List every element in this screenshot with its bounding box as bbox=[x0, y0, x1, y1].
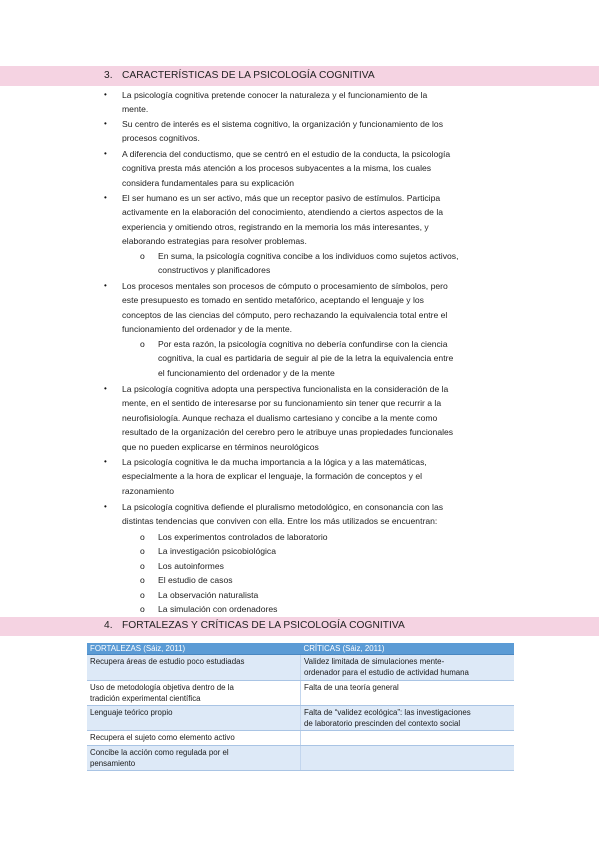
bullet-icon: • bbox=[104, 90, 107, 99]
bullet-text-line: resultado de la organización del cerebro pero le atribuye unas propiedades funcionales bbox=[122, 427, 454, 438]
bullet-text-line: especialmente a la hora de explicar el lenguaje, la formación de conceptos y el bbox=[122, 471, 423, 482]
bullet-text-line: activamente en la elaboración del conocimiento, atendiendo a ciertos aspectos de la bbox=[122, 207, 444, 218]
bullet-icon: • bbox=[104, 384, 107, 393]
table-row bbox=[87, 731, 514, 745]
bullet-text-line: La psicología cognitiva adopta una perspectiva funcionalista en la consideración de la bbox=[122, 384, 449, 394]
bullet-text-line: distintas tendencias que conviven con ella. Entre los más utilizados se encuentran: bbox=[122, 516, 438, 527]
sub-bullet-icon: o bbox=[140, 560, 145, 571]
bullet-text-line: procesos cognitivos. bbox=[122, 133, 200, 144]
bullet-text-line: experiencia y omitiendo otros, registrando en la memoria los más interesantes, y bbox=[122, 221, 429, 232]
section-4-title: FORTALEZAS Y CRÍTICAS DE LA PSICOLOGÍA COGNITIVA bbox=[122, 620, 405, 631]
bullet-text-line: que no pueden explicarse en términos neurológicos bbox=[122, 441, 319, 452]
bullet-icon: • bbox=[104, 502, 107, 511]
bullet-text-line: mente. bbox=[122, 104, 149, 115]
strength-cell: Uso de metodología objetiva dentro de la tradición experimental científica bbox=[87, 680, 301, 705]
bullet-text-line: La psicología cognitiva pretende conocer la naturaleza y el funcionamiento de la bbox=[122, 90, 428, 100]
bullet-text-line: En suma, la psicología cognitiva concibe a los individuos como sujetos activos, bbox=[158, 251, 459, 261]
strength-cell: Recupera áreas de estudio poco estudiadas bbox=[87, 655, 301, 680]
bullet-icon: • bbox=[104, 149, 107, 158]
bullet-text-line: La psicología cognitiva le da mucha importancia a la lógica y a las matemáticas, bbox=[122, 457, 427, 467]
strength-cell: Recupera el sujeto como elemento activo bbox=[87, 731, 301, 745]
section-3-heading bbox=[104, 70, 375, 81]
strength-cell: Concibe la acción como regulada por el pensamiento bbox=[87, 745, 301, 770]
sub-bullet-icon: o bbox=[140, 575, 145, 586]
bullet-text-line: neurofisiología. Aunque rechaza el dualismo cartesiano y concibe a la mente como bbox=[122, 412, 438, 423]
bullet-text-line: conceptos de las ciencias del cómputo, pero rechazando la equivalencia total entre el bbox=[122, 309, 448, 320]
table-row bbox=[87, 680, 514, 705]
bullet-text-line: elaborando estrategias para resolver problemas. bbox=[122, 236, 307, 247]
bullet-text-line: razonamiento bbox=[122, 485, 175, 496]
criticism-cell bbox=[301, 745, 515, 770]
criticism-cell bbox=[301, 731, 515, 745]
table-header-row bbox=[87, 643, 514, 655]
section-3-number: 3. bbox=[104, 70, 113, 81]
bullet-icon: • bbox=[104, 193, 107, 202]
bullet-text-line: Los procesos mentales son procesos de cómputo o procesamiento de símbolos, pero bbox=[122, 281, 448, 291]
table-row bbox=[87, 745, 514, 770]
sub-bullet-icon: o bbox=[140, 604, 145, 614]
criticism-cell: Falta de una teoría general bbox=[301, 680, 515, 705]
bullet-text-line: este presupuesto es tomado en sentido metafórico, aceptando el lenguaje y los bbox=[122, 295, 424, 306]
bullet-text-line: cognitiva, la cual es partidaria de seguir al pie de la letra la equivalencia entre bbox=[158, 353, 454, 364]
bullet-text-line: A diferencia del conductismo, que se centró en el estudio de la conducta, la psicología bbox=[122, 149, 451, 159]
sub-bullet-icon: o bbox=[140, 251, 145, 261]
bullet-text-line: considera fundamentales para su explicación bbox=[122, 177, 294, 188]
bullet-text-line: funcionamiento del ordenador y de la mente. bbox=[122, 324, 293, 335]
section-4-number: 4. bbox=[104, 620, 113, 631]
sub-bullet-icon: o bbox=[140, 532, 145, 542]
method-item: Los experimentos controlados de laboratorio bbox=[158, 532, 328, 542]
method-item: La simulación con ordenadores bbox=[158, 604, 278, 614]
bullet-text-line: el funcionamiento del ordenador y de la mente bbox=[158, 367, 335, 378]
strength-cell: Lenguaje teórico propio bbox=[87, 706, 301, 731]
strengths-header: FORTALEZAS (Sáiz, 2011) bbox=[87, 643, 301, 655]
sub-bullet-icon: o bbox=[140, 546, 145, 557]
criticisms-header: CRÍTICAS (Sáiz, 2011) bbox=[301, 643, 515, 655]
method-item: El estudio de casos bbox=[158, 575, 233, 586]
method-item: La observación naturalista bbox=[158, 589, 259, 600]
strengths-criticisms-table bbox=[87, 643, 514, 771]
table-row bbox=[87, 706, 514, 731]
sub-bullet-icon: o bbox=[140, 589, 145, 600]
table-row bbox=[87, 655, 514, 680]
bullet-text-line: mente, en el sentido de interesarse por su funcionamiento sin tener que recurrir a la bbox=[122, 398, 442, 409]
sub-bullet-icon: o bbox=[140, 339, 145, 349]
section-4-heading bbox=[104, 620, 405, 631]
bullet-icon: • bbox=[104, 457, 107, 466]
bullet-icon: • bbox=[104, 119, 107, 128]
criticism-cell: Falta de “validez ecológica”: las investigaciones de laboratorio prescinden del contexto social bbox=[301, 706, 515, 731]
criticism-cell: Validez limitada de simulaciones mente- ordenador para el estudio de actividad humana bbox=[301, 655, 515, 680]
bullet-text-line: La psicología cognitiva defiende el pluralismo metodológico, en consonancia con las bbox=[122, 502, 444, 512]
bullet-text-line: cognitiva presta más atención a los procesos subyacentes a la misma, los cuales bbox=[122, 163, 432, 174]
bullet-text-line: constructivos y planificadores bbox=[158, 265, 271, 276]
method-item: La investigación psicobiológica bbox=[158, 546, 277, 557]
bullet-text-line: Por esta razón, la psicología cognitiva no debería confundirse con la ciencia bbox=[158, 339, 448, 349]
bullet-text-line: El ser humano es un ser activo, más que un receptor pasivo de estímulos. Participa bbox=[122, 193, 441, 203]
bullet-text-line: Su centro de interés es el sistema cognitivo, la organización y funcionamiento de los bbox=[122, 119, 444, 129]
method-item: Los autoinformes bbox=[158, 560, 224, 571]
bullet-icon: • bbox=[104, 281, 107, 290]
section-3-title: CARACTERÍSTICAS DE LA PSICOLOGÍA COGNITIVA bbox=[122, 70, 375, 81]
